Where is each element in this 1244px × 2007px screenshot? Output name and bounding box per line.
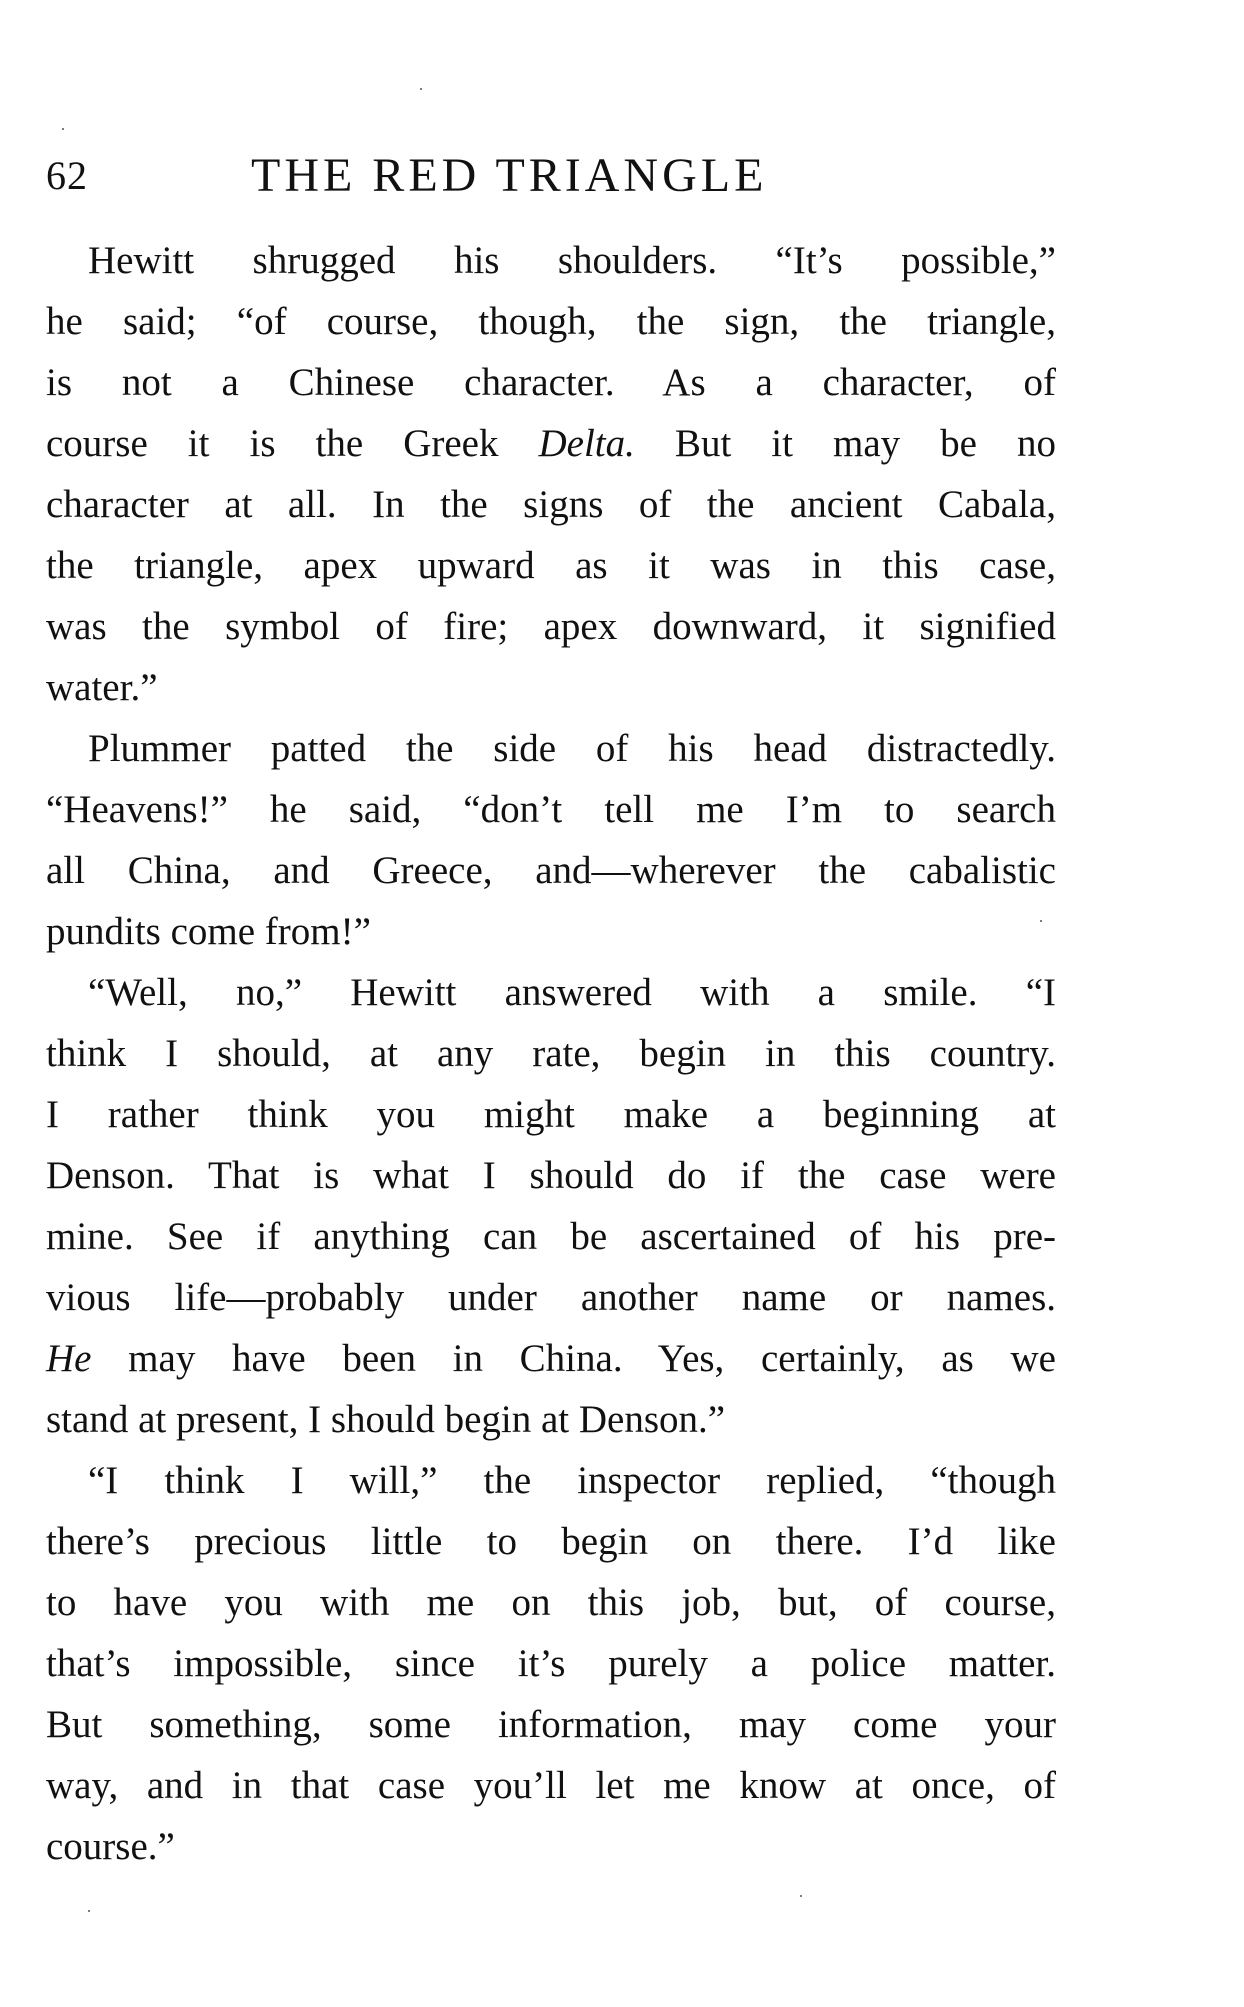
text-line: course.” [46, 1825, 175, 1868]
text-line: pundits come from!” [46, 910, 371, 953]
text-line: “Well, no,” Hewitt answered with a smile. “I [88, 971, 1056, 1014]
text-line: “I think I will,” the inspector replied, “though [88, 1459, 1056, 1502]
text-line: mine. See if anything can be ascertained of his pre- [46, 1215, 1056, 1258]
text-line: is not a Chinese character. As a character, of [46, 361, 1056, 404]
text-line: course it is the Greek Delta. But it may be no [46, 422, 1056, 465]
text-line: I rather think you might make a beginning at [46, 1093, 1056, 1136]
text-line: He may have been in China. Yes, certainly, as we [46, 1337, 1056, 1380]
text-line: way, and in that case you’ll let me know at once, of [46, 1764, 1056, 1807]
text-line: all China, and Greece, and—wherever the cabalistic [46, 849, 1056, 892]
text-line: Denson. That is what I should do if the case were [46, 1154, 1056, 1197]
text-line: there’s precious little to begin on there. I’d like [46, 1520, 1056, 1563]
scan-speck [88, 1910, 90, 1912]
text-line: that’s impossible, since it’s purely a police matter. [46, 1642, 1056, 1685]
body-text [46, 230, 1056, 1877]
italic-word: He [46, 1337, 92, 1380]
scan-speck [1040, 920, 1042, 922]
scan-speck [62, 128, 64, 130]
text-line: stand at present, I should begin at Denson.” [46, 1398, 726, 1441]
text-line: character at all. In the signs of the ancient Cabala, [46, 483, 1056, 526]
page-number: 62 [46, 153, 88, 198]
text-line: vious life—probably under another name or names. [46, 1276, 1056, 1319]
text-line: Plummer patted the side of his head distractedly. [88, 727, 1056, 770]
text-line: “Heavens!” he said, “don’t tell me I’m to search [46, 788, 1056, 831]
text-line: Hewitt shrugged his shoulders. “It’s possible,” [88, 239, 1056, 282]
text-line: But something, some information, may come your [46, 1703, 1056, 1746]
text-line: he said; “of course, though, the sign, the triangle, [46, 300, 1056, 343]
text-line: to have you with me on this job, but, of course, [46, 1581, 1056, 1624]
scan-speck [420, 88, 422, 90]
text-line: the triangle, apex upward as it was in this case, [46, 544, 1056, 587]
text-line: was the symbol of fire; apex downward, it signified [46, 605, 1056, 648]
scan-speck [800, 1895, 802, 1897]
running-header [46, 148, 876, 208]
italic-word: Delta. [538, 422, 635, 465]
running-title: THE RED TRIANGLE [251, 149, 768, 202]
text-line: water.” [46, 666, 158, 709]
text-line: think I should, at any rate, begin in this country. [46, 1032, 1056, 1075]
